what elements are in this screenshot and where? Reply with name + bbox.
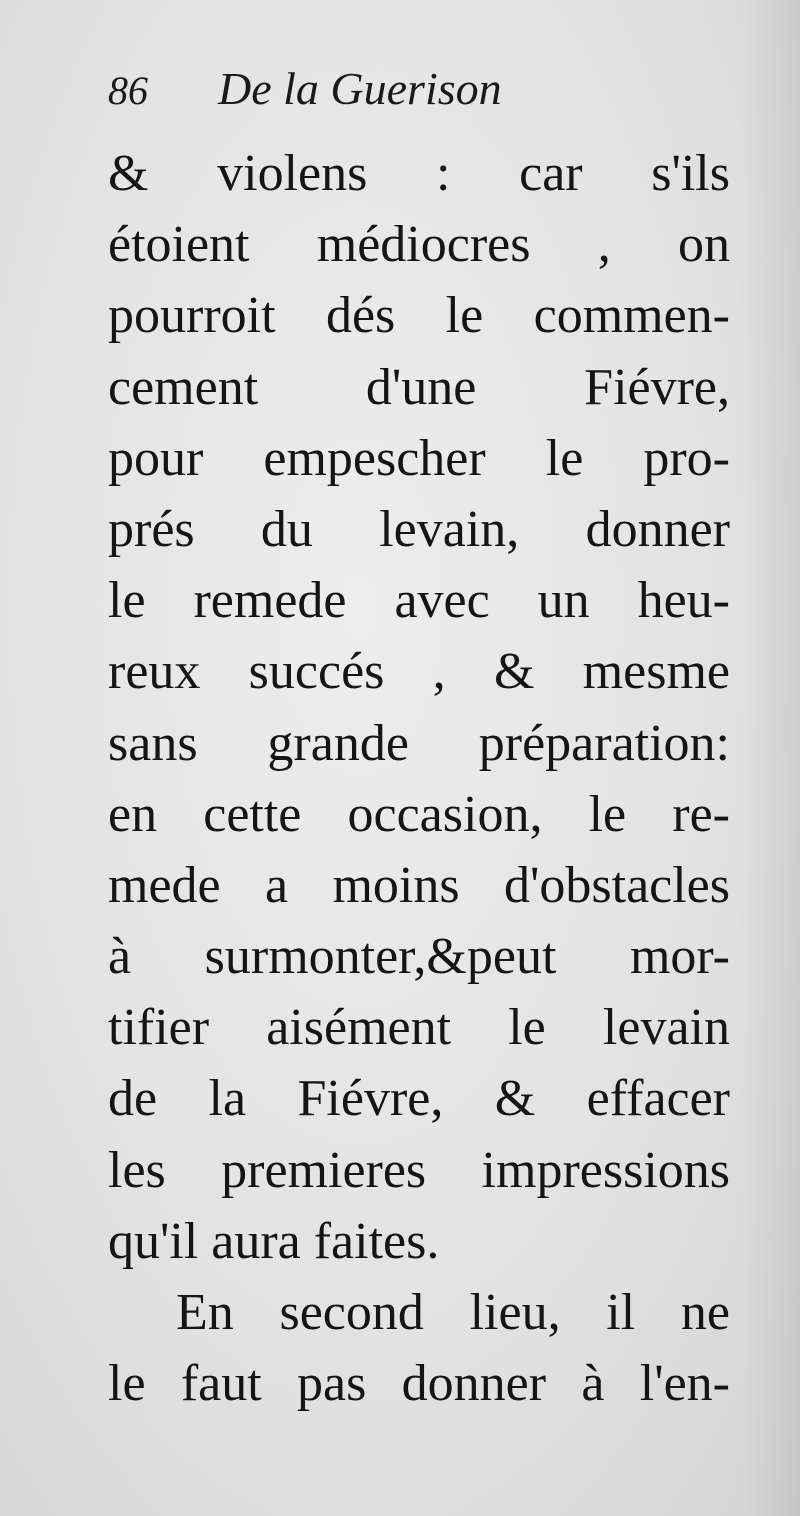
body-text <box>108 138 730 1419</box>
text-line: reux succés , & mesme <box>108 643 730 701</box>
text-line: en cette occasion, le re- <box>108 785 730 843</box>
text-line: tifier aisément le levain <box>108 999 730 1057</box>
text-line: & violens : car s'ils <box>108 145 730 202</box>
text-line: le faut pas donner à l'en- <box>108 1355 730 1413</box>
text-line: pour empescher le pro- <box>108 429 730 487</box>
text-line: mede a moins d'obstacles <box>108 856 730 914</box>
text-line-indented: En second lieu, il ne <box>176 1284 730 1341</box>
text-line: les premieres impressions <box>108 1141 730 1199</box>
text-line: de la Fiévre, & effacer <box>108 1070 730 1128</box>
text-line: cement d'une Fiévre, <box>108 358 730 416</box>
text-line: qu'il aura faites. <box>108 1212 440 1270</box>
text-line: sans grande préparation: <box>108 714 730 772</box>
text-line: pourroit dés le commen- <box>108 287 730 345</box>
running-title: De la Guerison <box>218 63 502 114</box>
page-number: 86 <box>108 68 148 113</box>
running-head <box>108 62 502 122</box>
text-line: prés du levain, donner <box>108 500 730 558</box>
text-line: le remede avec un heu- <box>108 572 730 630</box>
page-edge-shadow <box>740 0 800 1516</box>
text-line: à surmonter,&peut mor- <box>108 928 730 986</box>
text-line: étoient médiocres , on <box>108 216 730 274</box>
